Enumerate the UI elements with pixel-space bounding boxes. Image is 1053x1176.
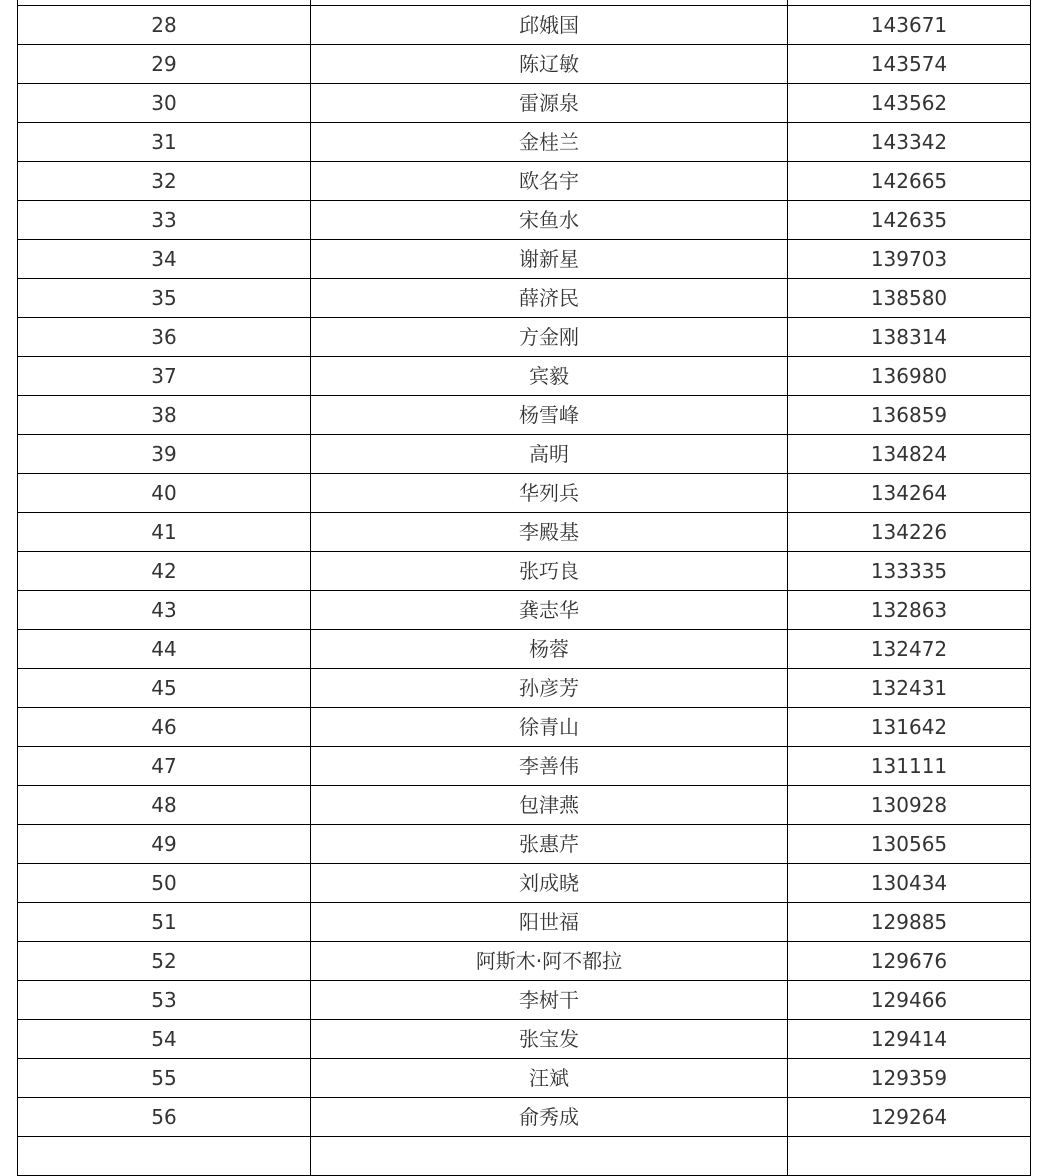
name-cell: 方金刚 [311,318,788,357]
value-cell: 136859 [788,396,1031,435]
value-cell: 129414 [788,1020,1031,1059]
value-cell: 138314 [788,318,1031,357]
name-cell: 刘成晓 [311,864,788,903]
rank-cell: 42 [18,552,311,591]
rank-cell: 30 [18,84,311,123]
name-cell: 华列兵 [311,474,788,513]
table-row [18,708,1031,747]
table-row [18,513,1031,552]
table-row [18,318,1031,357]
name-cell: 邱娥国 [311,6,788,45]
name-cell: 俞秀成 [311,1098,788,1137]
table-row [18,981,1031,1020]
table-row [18,45,1031,84]
value-cell [788,1137,1031,1176]
name-cell: 张惠芹 [311,825,788,864]
table-row [18,84,1031,123]
table-row [18,279,1031,318]
name-cell: 宋鱼水 [311,201,788,240]
rank-cell: 54 [18,1020,311,1059]
name-cell: 李善伟 [311,747,788,786]
name-cell: 徐青山 [311,708,788,747]
table-row [18,1137,1031,1176]
rank-cell: 44 [18,630,311,669]
rank-cell: 46 [18,708,311,747]
value-cell: 130928 [788,786,1031,825]
name-cell: 杨雪峰 [311,396,788,435]
name-cell: 陈辽敏 [311,45,788,84]
table-row [18,123,1031,162]
rank-cell: 49 [18,825,311,864]
rank-cell: 35 [18,279,311,318]
name-cell: 汪斌 [311,1059,788,1098]
vote-table [17,0,1031,1176]
rank-cell: 37 [18,357,311,396]
name-cell: 李树干 [311,981,788,1020]
rank-cell: 38 [18,396,311,435]
value-cell: 129466 [788,981,1031,1020]
rank-cell: 55 [18,1059,311,1098]
name-cell: 张巧良 [311,552,788,591]
rank-cell: 50 [18,864,311,903]
rank-cell: 28 [18,6,311,45]
value-cell: 142665 [788,162,1031,201]
rank-cell: 31 [18,123,311,162]
table-row [18,786,1031,825]
name-cell: 孙彦芳 [311,669,788,708]
table-row [18,864,1031,903]
rank-cell: 34 [18,240,311,279]
value-cell: 134226 [788,513,1031,552]
table-row [18,357,1031,396]
table-row [18,903,1031,942]
table-row [18,474,1031,513]
rank-cell: 36 [18,318,311,357]
name-cell: 张宝发 [311,1020,788,1059]
value-cell: 131111 [788,747,1031,786]
value-cell: 129676 [788,942,1031,981]
table-row [18,1059,1031,1098]
name-cell [311,1137,788,1176]
value-cell: 139703 [788,240,1031,279]
value-cell: 132863 [788,591,1031,630]
rank-cell: 43 [18,591,311,630]
rank-cell: 52 [18,942,311,981]
name-cell: 雷源泉 [311,84,788,123]
table-row [18,201,1031,240]
value-cell: 143671 [788,6,1031,45]
vote-table-body [18,0,1031,1176]
table-row [18,630,1031,669]
rank-cell: 48 [18,786,311,825]
table-row [18,6,1031,45]
table-row [18,825,1031,864]
table-row [18,669,1031,708]
rank-cell: 56 [18,1098,311,1137]
value-cell: 129885 [788,903,1031,942]
value-cell: 143574 [788,45,1031,84]
rank-cell: 51 [18,903,311,942]
name-cell: 金桂兰 [311,123,788,162]
name-cell: 高明 [311,435,788,474]
table-row [18,1098,1031,1137]
name-cell: 杨蓉 [311,630,788,669]
value-cell: 143562 [788,84,1031,123]
name-cell: 龚志华 [311,591,788,630]
name-cell: 宾毅 [311,357,788,396]
table-row [18,396,1031,435]
value-cell: 138580 [788,279,1031,318]
table-row [18,1020,1031,1059]
rank-cell: 32 [18,162,311,201]
name-cell: 阳世福 [311,903,788,942]
name-cell: 包津燕 [311,786,788,825]
rank-cell: 45 [18,669,311,708]
rank-cell: 29 [18,45,311,84]
value-cell: 129359 [788,1059,1031,1098]
value-cell: 130434 [788,864,1031,903]
value-cell: 143342 [788,123,1031,162]
name-cell: 谢新星 [311,240,788,279]
rank-cell: 39 [18,435,311,474]
table-row [18,552,1031,591]
value-cell: 131642 [788,708,1031,747]
name-cell: 阿斯木·阿不都拉 [311,942,788,981]
table-row [18,435,1031,474]
name-cell: 李殿基 [311,513,788,552]
vote-table-container [17,0,1031,1176]
table-row [18,747,1031,786]
value-cell: 136980 [788,357,1031,396]
name-cell: 欧名宇 [311,162,788,201]
rank-cell: 41 [18,513,311,552]
value-cell: 132472 [788,630,1031,669]
rank-cell: 40 [18,474,311,513]
value-cell: 134824 [788,435,1031,474]
value-cell: 130565 [788,825,1031,864]
value-cell: 129264 [788,1098,1031,1137]
table-row [18,591,1031,630]
name-cell: 薛济民 [311,279,788,318]
value-cell: 134264 [788,474,1031,513]
rank-cell: 53 [18,981,311,1020]
value-cell: 133335 [788,552,1031,591]
table-row [18,240,1031,279]
value-cell: 132431 [788,669,1031,708]
value-cell: 142635 [788,201,1031,240]
rank-cell: 33 [18,201,311,240]
rank-cell [18,1137,311,1176]
table-row [18,162,1031,201]
table-row [18,942,1031,981]
rank-cell: 47 [18,747,311,786]
